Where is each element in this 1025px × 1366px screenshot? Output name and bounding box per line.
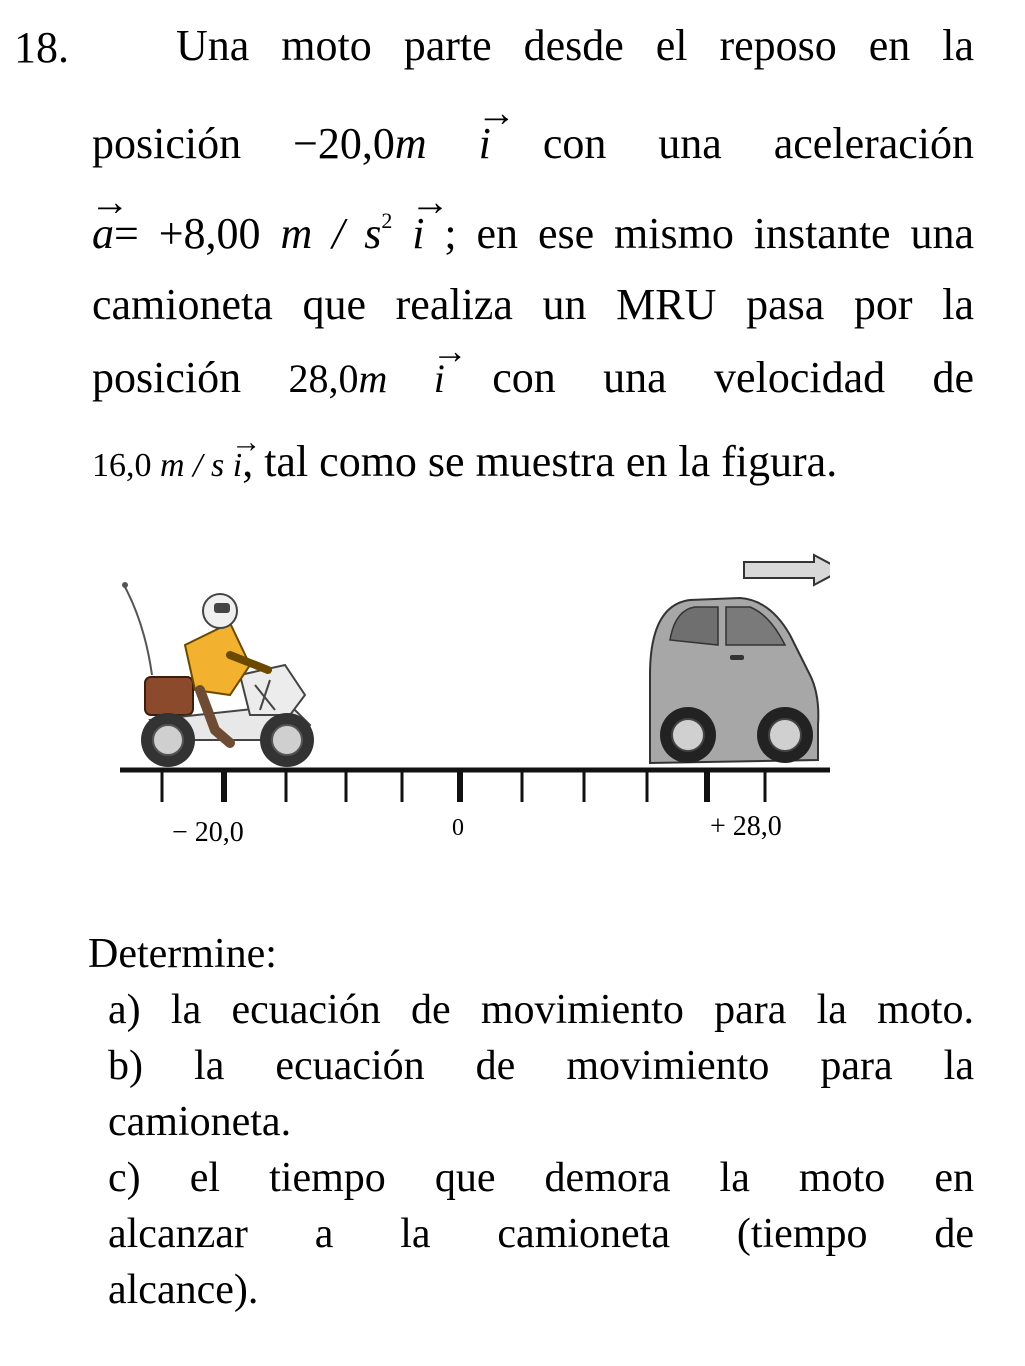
motion-figure: [90, 545, 830, 855]
car-icon: [650, 598, 818, 763]
position-axis: [120, 770, 830, 848]
statement-line-2: [92, 119, 975, 168]
text-en-ese-instante: ; en ese mismo instante una: [444, 208, 975, 258]
question-b-label: b): [108, 1043, 143, 1089]
axis-label-zero: 0: [452, 815, 464, 841]
statement-line-4: camioneta que realiza un MRU pasa por la: [92, 280, 974, 329]
problem-number: 18.: [14, 23, 69, 72]
unit-vector-i: → i: [434, 359, 445, 399]
axis-ticks: [162, 770, 765, 802]
axis-label-plus-28: + 28,0: [710, 811, 782, 842]
statement-line-1: Una moto parte desde el reposo en la: [176, 21, 974, 70]
question-b-line-2: camioneta.: [108, 1099, 292, 1145]
moto-initial-position: −20,0m → i: [293, 119, 491, 168]
text-tal-como: , tal como se muestra en la figura.: [242, 437, 838, 486]
truck-initial-position: 28,0m → i: [288, 356, 444, 401]
determine-heading: Determine:: [88, 931, 277, 977]
acceleration-expression: → a= +8,00 $m / s^2 \to i$: [92, 209, 425, 258]
word-posicion: posición: [92, 353, 242, 402]
accel-vector-symbol: → a: [92, 212, 114, 256]
unit-vector-i: → i: [479, 122, 491, 166]
statement-line-5: [92, 353, 974, 402]
text-con-aceleracion: con una aceleración: [542, 119, 975, 168]
unit-vector-i: → i: [233, 449, 242, 483]
question-c-text: el tiempo que demora la moto en: [189, 1155, 974, 1201]
question-b-line-1: [108, 1038, 974, 1094]
question-a-text: la ecuación de movimiento para la moto.: [170, 987, 975, 1033]
text-con-velocidad: con una velocidad de: [492, 353, 974, 402]
unit-vector-i: → i: [412, 212, 424, 256]
truck-velocity: 16,0 m / s → i: [92, 447, 242, 484]
question-a-label: a): [108, 987, 141, 1033]
statement-line-6: [92, 437, 974, 486]
question-b-text: la ecuación de movimiento para la: [194, 1043, 974, 1089]
question-c-line-3: alcance).: [108, 1267, 259, 1313]
question-c-line-1: [108, 1150, 974, 1206]
question-c-label: c): [108, 1155, 141, 1201]
question-c-line-2: alcanzar a la camioneta (tiempo de: [108, 1211, 974, 1257]
axis-label-minus-20: − 20,0: [172, 817, 244, 848]
question-a: [108, 982, 974, 1038]
motorcycle-icon: [122, 582, 314, 767]
direction-arrow-icon: [744, 555, 830, 585]
statement-line-3: [92, 210, 974, 256]
word-posicion: posición: [92, 119, 242, 168]
